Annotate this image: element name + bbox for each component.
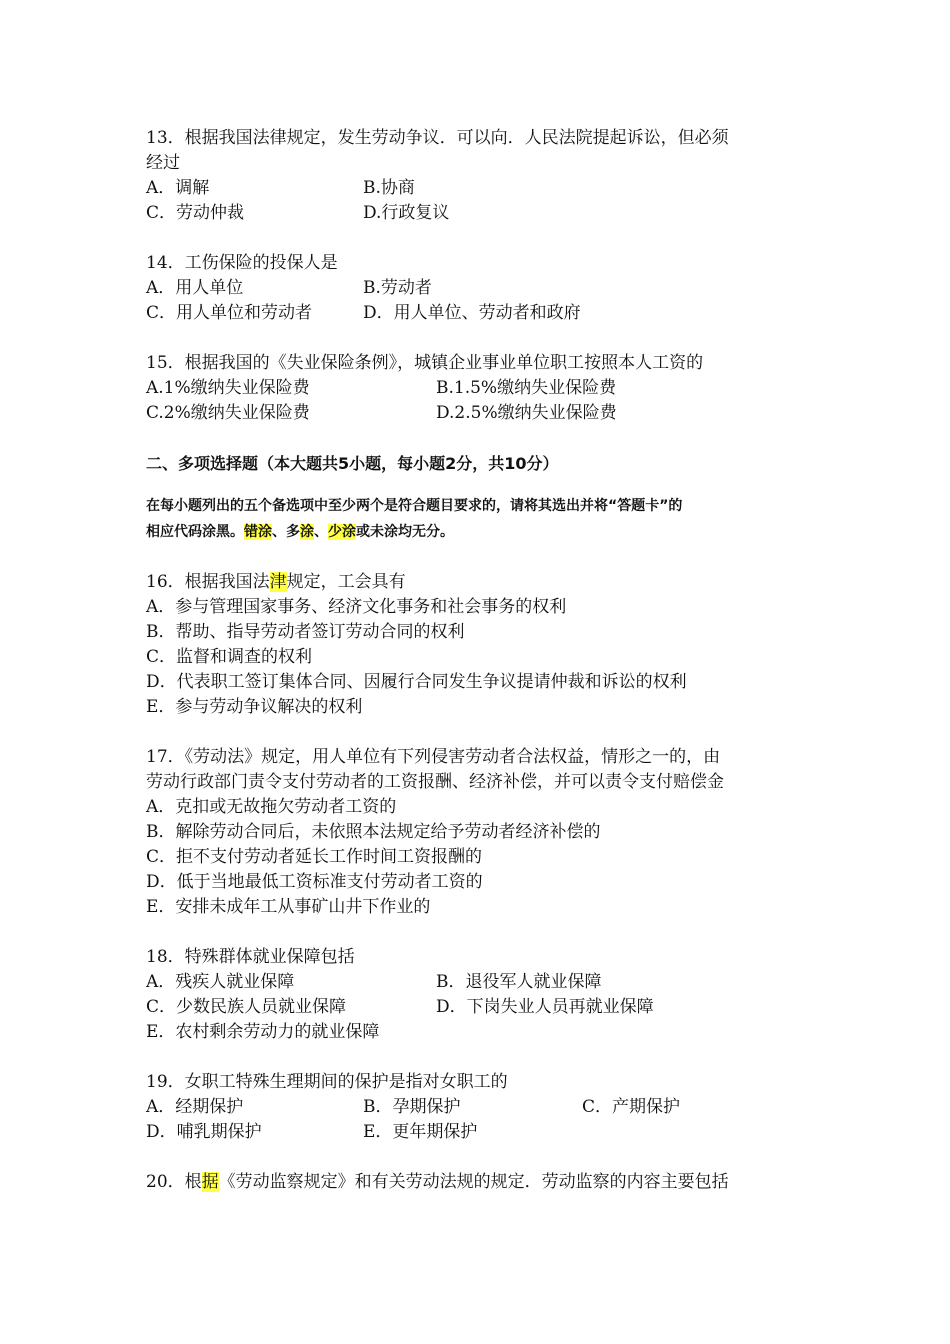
section-instructions: [146, 493, 826, 545]
stem-text: 20．根: [146, 1172, 202, 1192]
highlighted-text: 少涂: [328, 524, 356, 540]
option-c: C．劳动仲裁: [146, 203, 245, 223]
option-b: B．解除劳动合同后，未依照本法规定给予劳动者经济补偿的: [146, 822, 601, 842]
instruction-line: 在每小题列出的五个备选项中至少两个是符合题目要求的，请将其选出并将“答题卡”的: [146, 498, 683, 514]
question-stem: 14．工伤保险的投保人是: [146, 253, 338, 273]
question-13: [146, 126, 826, 226]
option-row: [146, 995, 826, 1020]
option-b: B．孕期保护: [363, 1097, 461, 1117]
option-a: A．调解: [146, 178, 210, 198]
option-c: C．少数民族人员就业保障: [146, 997, 347, 1017]
option-e: E．农村剩余劳动力的就业保障: [146, 1022, 380, 1042]
question-stem: 18．特殊群体就业保障包括: [146, 947, 355, 967]
option-c: C.2%缴纳失业保险费: [146, 403, 310, 423]
option-d: D.行政复议: [363, 203, 450, 223]
highlighted-text: 据: [201, 1172, 219, 1192]
option-row: [146, 276, 826, 301]
option-a: A.1%缴纳失业保险费: [146, 378, 310, 398]
stem-text: 规定，工会具有: [286, 572, 406, 592]
option-e: E．更年期保护: [363, 1122, 478, 1142]
option-row: [146, 1095, 826, 1120]
option-d: D．用人单位、劳动者和政府: [363, 303, 581, 323]
question-stem: 17．《劳动法》规定，用人单位有下列侵害劳动者合法权益，情形之一的，由: [146, 747, 721, 767]
option-c: C．产期保护: [582, 1097, 681, 1117]
option-b: B．退役军人就业保障: [436, 972, 602, 992]
question-stem: 15．根据我国的《失业保险条例》，城镇企业事业单位职工按照本人工资的: [146, 353, 704, 373]
option-row: [146, 176, 826, 201]
question-18: [146, 945, 826, 1045]
option-b: B.劳动者: [363, 278, 432, 298]
option-row: [146, 376, 826, 401]
instruction-text: 、: [314, 524, 328, 540]
option-d: D.2.5%缴纳失业保险费: [436, 403, 617, 423]
stem-text: 《劳动监察规定》和有关劳动法规的规定．劳动监察的内容主要包括: [218, 1172, 729, 1192]
question-stem: [146, 1170, 826, 1195]
question-15: [146, 351, 826, 426]
option-c: C．用人单位和劳动者: [146, 303, 313, 323]
section-heading: 二、多项选择题（本大题共5小题，每小题2分，共10分）: [146, 454, 559, 473]
question-stem: [146, 570, 826, 595]
question-stem: 13．根据我国法律规定，发生劳动争议．可以向．人民法院提起诉讼，但必须: [146, 128, 729, 148]
option-d: D．下岗失业人员再就业保障: [436, 997, 654, 1017]
instruction-text: 、多: [272, 524, 300, 540]
stem-text: 16．根据我国法: [146, 572, 270, 592]
option-a: A．克扣或无故拖欠劳动者工资的: [146, 797, 397, 817]
question-stem-continued: 劳动行政部门责令支付劳动者的工资报酬、经济补偿，并可以责令支付赔偿金: [146, 772, 724, 792]
question-stem-continued: 经过: [146, 153, 180, 173]
option-a: A．参与管理国家事务、经济文化事务和社会事务的权利: [146, 597, 567, 617]
instruction-text: 或未涂均无分。: [356, 524, 454, 540]
option-row: [146, 301, 826, 326]
option-row: [146, 201, 826, 226]
highlighted-text: 涂: [300, 524, 314, 540]
option-d: D．低于当地最低工资标准支付劳动者工资的: [146, 872, 483, 892]
highlighted-text: 错涂: [244, 524, 272, 540]
option-a: A．残疾人就业保障: [146, 972, 295, 992]
option-b: B.1.5%缴纳失业保险费: [436, 378, 617, 398]
option-c: C．拒不支付劳动者延长工作时间工资报酬的: [146, 847, 483, 867]
option-c: C．监督和调查的权利: [146, 647, 313, 667]
option-b: B.协商: [363, 178, 415, 198]
document-page: [146, 126, 826, 1220]
highlighted-text: 津: [269, 572, 287, 592]
option-d: D．代表职工签订集体合同、因履行合同发生争议提请仲裁和诉讼的权利: [146, 672, 687, 692]
option-row: [146, 401, 826, 426]
option-d: D．哺乳期保护: [146, 1122, 262, 1142]
option-a: A．经期保护: [146, 1097, 244, 1117]
option-b: B．帮助、指导劳动者签订劳动合同的权利: [146, 622, 465, 642]
option-row: [146, 970, 826, 995]
question-19: [146, 1070, 826, 1145]
question-20: [146, 1170, 826, 1195]
instruction-text: 相应代码涂黑。: [146, 524, 244, 540]
question-14: [146, 251, 826, 326]
question-16: [146, 570, 826, 720]
option-a: A．用人单位: [146, 278, 244, 298]
instruction-line: [146, 519, 826, 545]
question-17: [146, 745, 826, 920]
option-e: E．参与劳动争议解决的权利: [146, 697, 363, 717]
question-stem: 19．女职工特殊生理期间的保护是指对女职工的: [146, 1072, 508, 1092]
option-row: [146, 1120, 826, 1145]
option-e: E．安排未成年工从事矿山井下作业的: [146, 897, 431, 917]
